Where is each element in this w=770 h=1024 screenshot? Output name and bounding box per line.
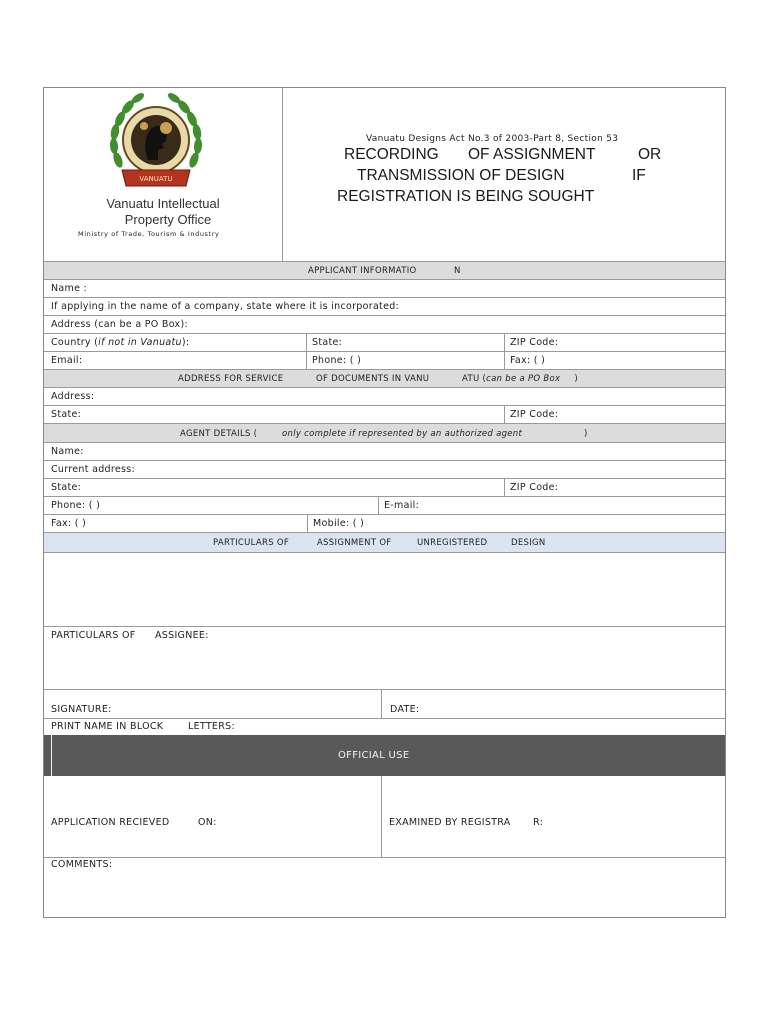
applicant-email-field[interactable]: Email:: [51, 355, 83, 366]
particulars-heading-c: UNREGISTERED: [417, 538, 488, 548]
particulars-heading-a: PARTICULARS OF: [213, 538, 290, 548]
applicant-phone-field[interactable]: Phone: ( ): [312, 355, 362, 366]
applicant-company-label[interactable]: If applying in the name of a company, state where it is incorporated:: [51, 301, 400, 312]
applicant-zip-field[interactable]: ZIP Code:: [510, 337, 559, 348]
examined-by-a[interactable]: EXAMINED BY REGISTRA: [389, 817, 511, 828]
service-heading-c: ATU (can be a PO Box ): [462, 374, 579, 384]
agent-phone-field[interactable]: Phone: ( ): [51, 500, 101, 511]
office-name-line1: Vanuatu Intellectual: [106, 196, 220, 211]
agent-heading-c: ): [584, 429, 588, 439]
title-transmission: TRANSMISSION OF DESIGN: [357, 167, 565, 184]
agent-name-field[interactable]: Name:: [51, 446, 84, 457]
print-name-label-b[interactable]: LETTERS:: [188, 721, 235, 732]
agent-zip-field[interactable]: ZIP Code:: [510, 482, 559, 493]
applicant-name-label[interactable]: Name :: [51, 283, 88, 294]
application-received-a[interactable]: APPLICATION RECIEVED: [51, 817, 170, 828]
title-of-assignment: OF ASSIGNMENT: [468, 146, 596, 163]
service-heading-a: ADDRESS FOR SERVICE: [178, 374, 284, 384]
agent-current-address-field[interactable]: Current address:: [51, 464, 136, 475]
examined-by-b[interactable]: R:: [533, 817, 544, 828]
assignee-particulars-box[interactable]: [44, 644, 725, 688]
particulars-heading-b: ASSIGNMENT OF: [317, 538, 392, 548]
particulars-heading-d: DESIGN: [511, 538, 546, 548]
header-divider: [282, 88, 283, 261]
ministry-name: Ministry of Trade, Tourism & Industry: [78, 230, 220, 238]
date-field[interactable]: DATE:: [390, 704, 420, 715]
assignee-label-a: PARTICULARS OF: [51, 630, 136, 641]
agent-fax-field[interactable]: Fax: ( ): [51, 518, 87, 529]
service-zip-field[interactable]: ZIP Code:: [510, 409, 559, 420]
title-if: IF: [632, 167, 646, 184]
design-assignment-form: [43, 87, 726, 918]
agent-email-field[interactable]: E-mail:: [384, 500, 420, 511]
office-name: [44, 196, 282, 228]
applicant-address-label[interactable]: Address (can be a PO Box):: [51, 319, 188, 330]
applicant-state-field[interactable]: State:: [312, 337, 343, 348]
title-recording: RECORDING: [344, 146, 439, 163]
title-or: OR: [638, 146, 662, 163]
applicant-country-field[interactable]: Country (if not in Vanuatu):: [51, 337, 190, 348]
application-received-b[interactable]: ON:: [198, 817, 217, 828]
applicant-heading: APPLICANT INFORMATIO: [308, 266, 417, 276]
comments-field[interactable]: COMMENTS:: [51, 859, 113, 870]
applicant-fax-field[interactable]: Fax: ( ): [510, 355, 546, 366]
assignee-label-b: ASSIGNEE:: [155, 630, 209, 641]
agent-heading-a: AGENT DETAILS (: [180, 429, 258, 439]
logo-text: VANUATU: [139, 175, 173, 183]
signature-field[interactable]: SIGNATURE:: [51, 704, 112, 715]
official-use-heading: OFFICIAL USE: [338, 750, 410, 761]
act-reference: Vanuatu Designs Act No.3 of 2003-Part 8, Section 53: [366, 134, 619, 144]
agent-heading-b: only complete if represented by an authorized agent: [282, 429, 523, 439]
print-name-label-a[interactable]: PRINT NAME IN BLOCK: [51, 721, 164, 732]
service-address-field[interactable]: Address:: [51, 391, 95, 402]
service-state-field[interactable]: State:: [51, 409, 82, 420]
agent-mobile-field[interactable]: Mobile: ( ): [313, 518, 365, 529]
assignment-particulars-box[interactable]: [44, 553, 725, 626]
vipo-logo: [104, 90, 208, 198]
applicant-heading-end: N: [454, 266, 461, 276]
service-heading-b: OF DOCUMENTS IN VANU: [316, 374, 430, 384]
title-registration: REGISTRATION IS BEING SOUGHT: [337, 188, 595, 205]
office-name-line2: Property Office: [124, 212, 212, 227]
agent-state-field[interactable]: State:: [51, 482, 82, 493]
